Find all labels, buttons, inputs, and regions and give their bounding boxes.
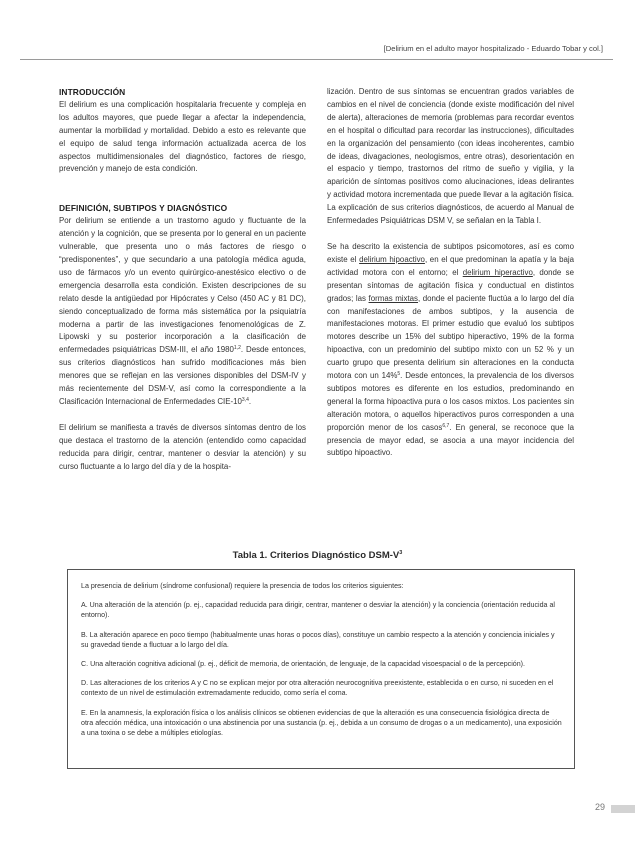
definition-text-a: Por delirium se entiende a un trastorno agudo y fluctuante de la atención y la cognición, que se presenta por lo general en un paciente vulnerable, que presenta uno o más factores de riesgo o “predisponentes”, y que secundario a una patología médica aguda, uso de fármacos y/o un evento quirúrgico-anestésico electivo o de emergencia desarrolla esta condición. Existen descripciones de su relato desde la antigüedad por Hipócrates y Celso (450 AC y 81 DC), siendo conceptualizado de forma más sistemática por la psiquiatría moderna a partir de las investigaciones fenomenológicas de Z. Lipowski y su posterior incorporación a la clasificación de enfermedades psiquiátricas DSM-III, el año 1980 (59, 216, 306, 355)
criterion-c: C. Una alteración cognitiva adicional (p. ej., déficit de memoria, de orientación, de lenguaje, de la capacidad visoespacial o de la percepción). (81, 660, 526, 669)
criteria-table (67, 569, 575, 769)
definition-text-b: . Desde entonces, sus criterios diagnósticos han sufrido modificaciones más bien menores que se reflejan en las versiones disponibles del DSM-IV y más recientemente del DSM-V, así como la correspondiente a la Clasificación Internacional de Enfermedades CIE-10 (59, 345, 306, 406)
paragraph-gap (59, 409, 306, 422)
criterion-e: E. En la anamnesis, la exploración física o los análisis clínicos se obtienen evidencias de que la alteración es una consecuencia fisiológica directa de otra afección médica, una intoxicación o una abstinencia por una sustancia (p. ej., debida a un consumo de drogas o a un medicamento), una exposición a una toxina o se debe a múltiples etiologías. (81, 708, 562, 738)
table-title-text: Tabla 1. Criterios Diagnóstico DSM-V (232, 550, 400, 561)
table-title (0, 550, 635, 561)
citation-5: 5 (397, 371, 401, 378)
term-hyperactive: delirium hiperactivo (462, 267, 533, 277)
intro-paragraph: El delirium es una complicación hospitalaria frecuente y compleja en los adultos mayores, que puede llegar a afectar la independencia, aumentar la morbilidad y mortalidad. Debido a esto es relevante que el equipo de salud tenga información actualizada acerca de los aspectos multidimensionales del diagnóstico, factores de riesgo, prevención y manejo de esta condición. (59, 99, 306, 174)
subtypes-paragraph (327, 241, 574, 460)
subtypes-text-d: , donde el paciente fluctúa a lo largo del día con manifestaciones de ambos subtipos, y la ausencia de manifestaciones motoras. El primer estudio que evaluó los subtipos motores describe un 15% del subtipo hiperactivo, 19% de la forma hipoactiva, con un predominio del subtipo mixto con un 52 % y un cuarto grupo que presenta delirium sin alteraciones en la conducta motora con un 14% (327, 293, 574, 381)
term-hypoactive: delirium hipoactivo (359, 254, 425, 264)
intro-heading: INTRODUCCIÓN (59, 87, 126, 97)
page-tab-marker (611, 805, 635, 813)
subtypes-text-c: , donde se presentan síntomas de agitación física y conductual en distintos grados; las (327, 267, 574, 303)
symptoms-paragraph-start: El delirium se manifiesta a través de diversos síntomas dentro de los que destaca el trastorno de la atención (entendido como capacidad reducida para dirigir, centrar, mantener o desviar la atención) y su curso fluctuante a lo largo del día y de la hospita- (59, 422, 306, 471)
left-column (59, 86, 306, 473)
definition-paragraph (59, 215, 306, 409)
table-title-citation: 3 (399, 550, 403, 556)
section-gap (59, 176, 306, 202)
criteria-intro: La presencia de delirium (síndrome confusional) requiere la presencia de todos los criterios siguientes: (81, 582, 404, 590)
term-mixed: formas mixtas (368, 293, 419, 303)
criterion-b: B. La alteración aparece en poco tiempo (habitualmente unas horas o pocos días), constituye un cambio respecto a la atención y conciencia iniciales y su gravedad tiende a fluctuar a lo largo del día. (81, 630, 555, 649)
criterion-a: A. Una alteración de la atención (p. ej., capacidad reducida para dirigir, centrar, mantener o desviar la atención) y la conciencia (orientación reducida al entorno). (81, 601, 555, 620)
symptoms-paragraph-end: lización. Dentro de sus síntomas se encuentran grados variables de cambios en el nivel de conciencia (donde existe modificación del nivel de alerta), alteraciones de memoria (problemas para recordar eventos en el hospital o dificultad para recordar las instrucciones), dificultades en la organización del pensamiento (con ideas incoherentes, cambio de ideas, divagaciones, neologismos, entre otras), desorientación en el espacio y tiempo, trastornos del ritmo de sueño y vigilia, y la aparición de síntomas positivos como alucinaciones, ideas delirantes y actividad motora incrementada que puede llevar a la agitación física. La explicación de sus criterios diagnósticos, de acuerdo al Manual de Enfermedades Psiquiátricas DSM V, se señalan en la Tabla I. (327, 87, 574, 226)
header-rule (20, 59, 613, 60)
subtypes-text-e: . Desde entonces, la prevalencia de los diversos subtipos motores es diferente en los estudios, predominando en general la forma hipoactiva pura o los casos mixtos. Los pacientes sin alteración motora, o aquellos hiperactivos puros corresponden a una proporción menor de los casos (327, 371, 574, 432)
criterion-d: D. Las alteraciones de los criterios A y C no se explican mejor por otra alteración neurocognitiva preexistente, establecida o en curso, ni suceden en el contexto de un nivel de estimulación extremadamente reducido, como sería el coma. (81, 679, 554, 698)
definition-text-c: . (248, 396, 252, 406)
subtypes-text-a: Se ha descrito la existencia de subtipos psicomotores, así es como existe el (327, 241, 574, 264)
running-head: [Delirium en el adulto mayor hospitalizado - Eduardo Tobar y col.] (383, 44, 603, 53)
paragraph-gap (327, 228, 574, 241)
page-number: 29 (595, 802, 606, 812)
definition-heading: DEFINICIÓN, SUBTIPOS Y DIAGNÓSTICO (59, 203, 228, 214)
citation-3-4: 3,4 (241, 396, 249, 403)
citation-6-7: 6,7 (442, 422, 450, 429)
right-column (327, 86, 574, 460)
citation-1-2: 1,2 (233, 345, 241, 352)
subtypes-text-b: , en el que predominan la apatía y la baja actividad motora con el entorno; el (327, 254, 575, 277)
subtypes-text-f: . En general, se reconoce que la presencia de mayor edad, se asocia a una mayor incidencia del subtipo hipoactivo. (327, 422, 574, 458)
